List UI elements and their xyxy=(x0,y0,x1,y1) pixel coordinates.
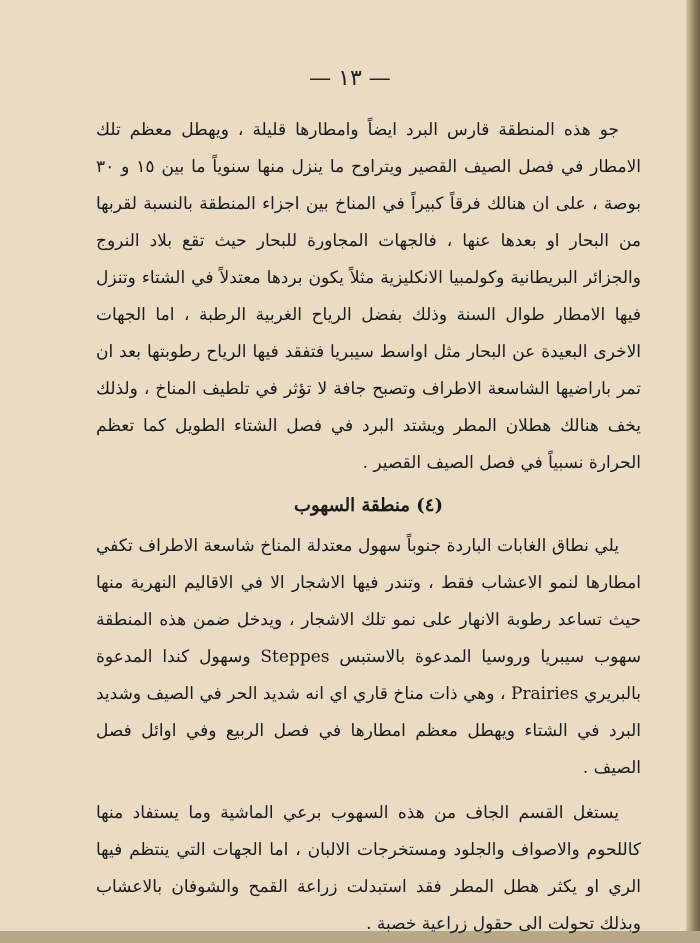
page-number: — ١٣ — xyxy=(309,66,391,91)
section-heading: (٤) منطقة السهوب xyxy=(294,495,443,516)
paragraph-grazing: يستغل القسم الجاف من هذه السهوب برعي الماشية وما يستفاد منها كاللحوم والاصواف والجلود ومستخرجات الالبان ، اما الجهات التي ينتظم فيها الري او يكثر هطل المطر فقد استبدلت زراعة القمح والشوفان بالاعشاب وبذلك تحولت الى حقول زراعية خصبة . xyxy=(96,803,641,934)
body-text xyxy=(96,112,641,943)
paragraph-steppes: يلي نطاق الغابات الباردة جنوباً سهول معتدلة المناخ شاسعة الاطراف تكفي امطارها لنمو الاعشاب فقط ، وتندر فيها الاشجار الا في الاقاليم النهرية منها حيث تساعد رطوبة الانهار على نمو تلك الاشجار ، ويدخل ضمن هذه المنطقة سهوب سيبريا وروسيا المدعوة بالاستبس Steppes وسهول كندا المدعوة بالبريري Prairies ، وهي ذات مناخ قاري اي انه شديد الحر في الصيف وشديد البرد في الشتاء ويهطل معظم امطارها في فصل الربيع وفي اوائل فصل الصيف . xyxy=(96,536,642,778)
paragraph-gap xyxy=(96,787,641,795)
paragraph-climate: جو هذه المنطقة قارس البرد ايضاً وامطارها قليلة ، ويهطل معظم تلك الامطار في فصل الصيف القصير ويتراوح ما ينزل منها سنوياً ما بين ١٥ و ٣٠ بوصة ، على ان هنالك فرقاً كبيراً في المناخ بين اجزاء المنطقة بالنسبة لقربها من البحار او بعدها عنها ، فالجهات المجاورة للبحار حيث تقع بلاد النروج والجزائر البريطانية وكولمبيا الانكليزية مثلاً يكون بردها معتدلاً في الشتاء وتنزل فيها الامطار طوال السنة وذلك بفضل الرياح الغربية الرطبة ، اما الجهات الاخرى البعيدة عن البحار مثل اواسط سيبريا فتفقد فيها الرياح رطوبتها بعد ان تمر باراضيها الشاسعة الاطراف وتصبح جافة لا تؤثر في تلطيف المناخ ، ولذلك يخف هنالك هطلان المطر ويشتد البرد في فصل الشتاء الطويل كما تعظم الحرارة نسبياً في فصل الصيف القصير . xyxy=(96,120,641,473)
page-edge xyxy=(686,0,700,931)
